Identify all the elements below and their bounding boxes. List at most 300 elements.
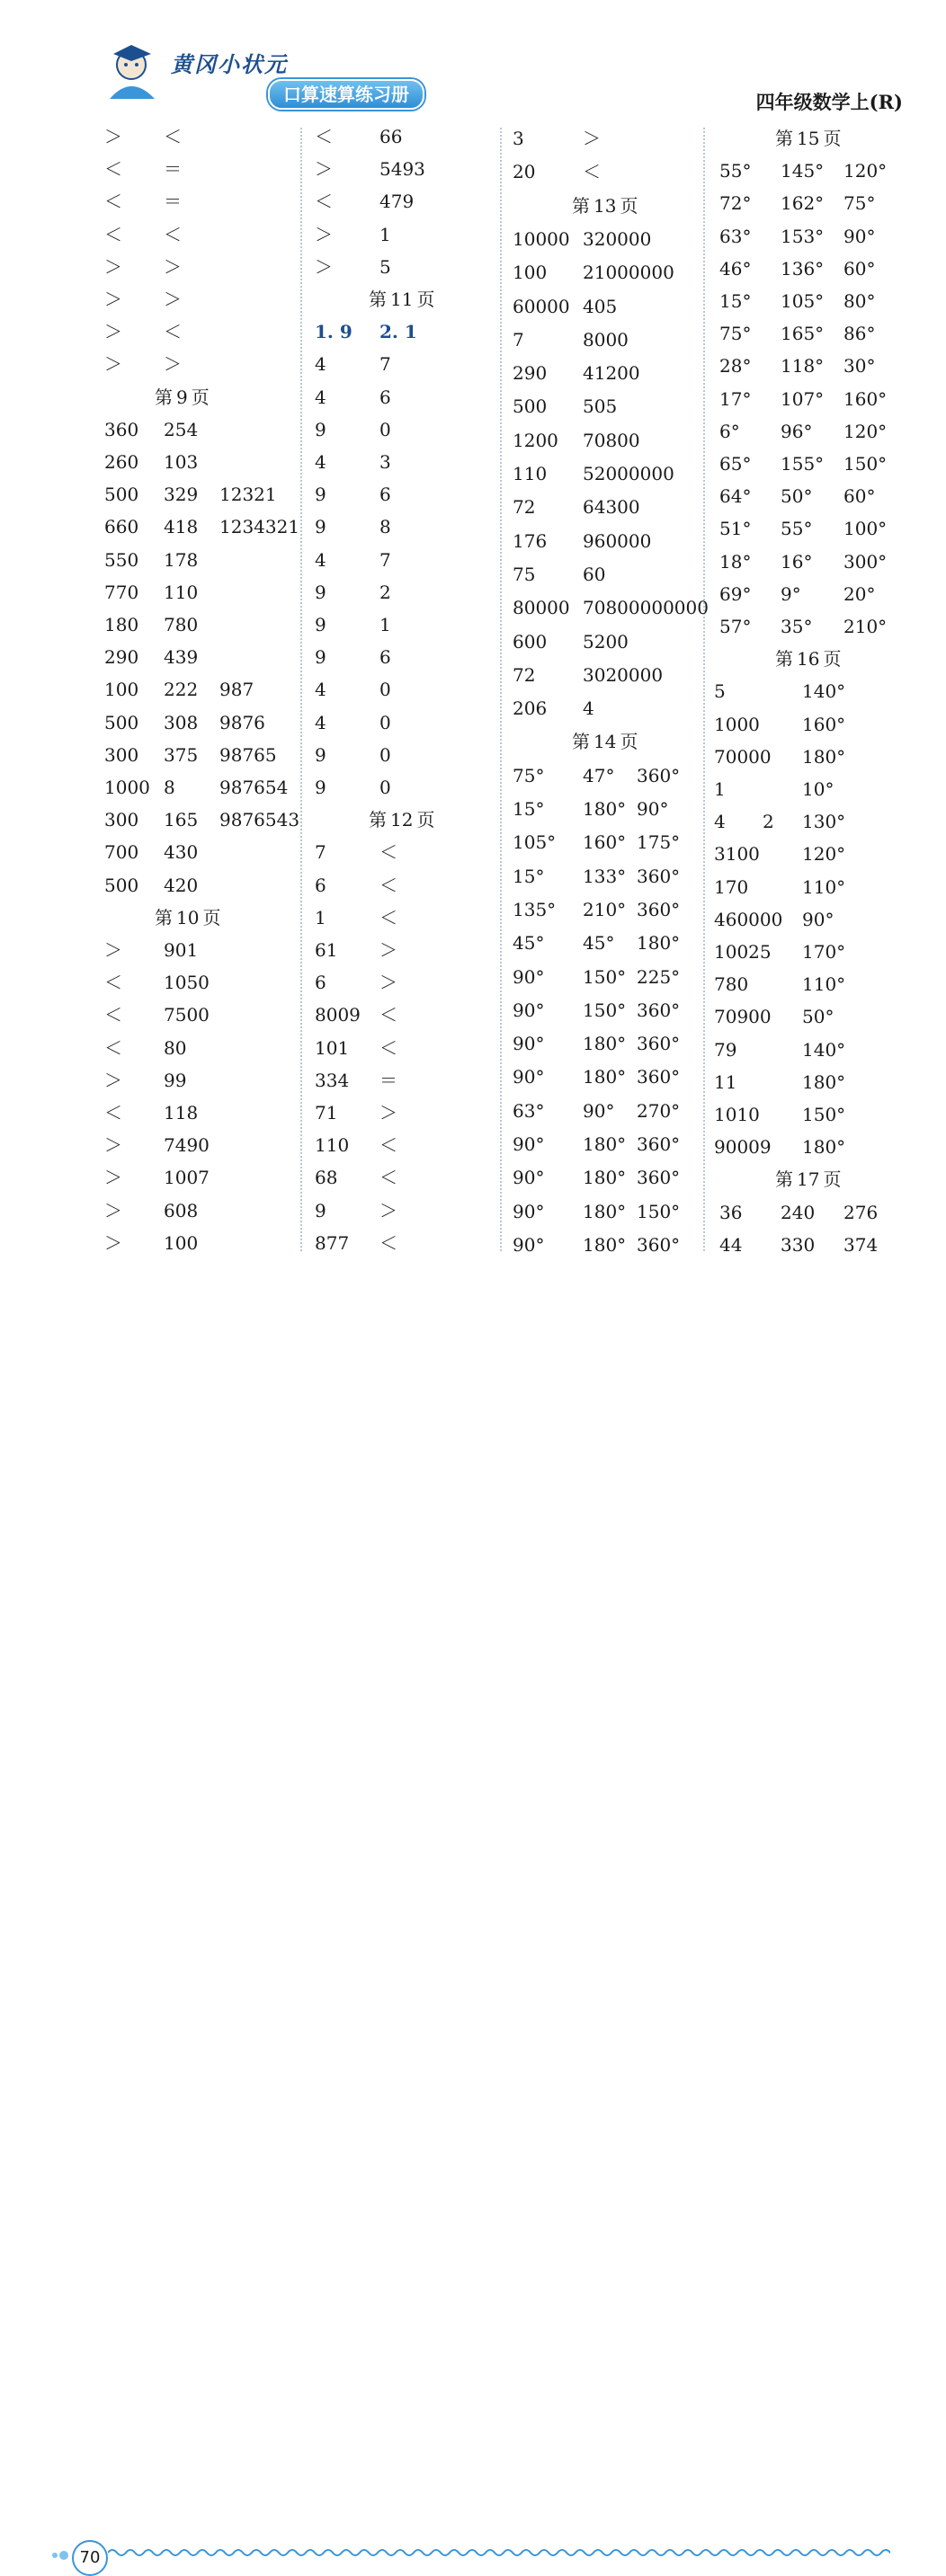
answer-cell: 9 <box>315 777 326 798</box>
grade-label: 四年级数学上(R) <box>755 91 903 113</box>
answer-cell: 9876543 <box>219 809 300 831</box>
answer-cell: 308 <box>164 711 199 733</box>
answer-cell: 1 <box>379 223 391 245</box>
answer-cell: ＝ <box>164 191 182 213</box>
answer-cell: 178 <box>164 548 199 571</box>
answer-cell: 135° <box>513 898 557 920</box>
answer-cell: 153° <box>781 225 825 247</box>
answer-cell: 9 <box>315 1199 326 1221</box>
decor-dot-icon <box>59 2551 68 2560</box>
answer-cell: ＞ <box>104 289 122 310</box>
answer-cell: 60° <box>843 257 876 280</box>
section-title-part: 17 <box>797 1168 820 1191</box>
answer-cell: 439 <box>164 646 199 669</box>
answer-cell: ＜ <box>315 191 333 213</box>
answer-cell: 160° <box>802 713 846 735</box>
answer-cell: ＞ <box>315 158 333 181</box>
answer-cell: 360° <box>637 898 681 920</box>
answer-cell: 47° <box>583 764 615 786</box>
answer-cell: 206 <box>513 697 548 720</box>
answer-cell: ＜ <box>315 126 333 147</box>
answer-cell: 901 <box>164 939 199 961</box>
page-footer <box>0 1266 946 2567</box>
answer-cell: 0 <box>379 679 391 701</box>
answer-cell: 145° <box>781 160 825 182</box>
answer-cell: ＞ <box>379 972 397 994</box>
section-title-part: 第 <box>572 194 590 217</box>
answer-cell: 110 <box>164 581 199 603</box>
answer-cell: 50° <box>802 1006 834 1028</box>
answer-cell: 1. 9 <box>315 321 353 343</box>
answer-cell: 5 <box>379 255 391 278</box>
answer-cell: 150° <box>637 1200 681 1222</box>
answer-cell: 360 <box>104 418 139 440</box>
answer-cell: 45° <box>513 932 545 955</box>
wave-divider-icon <box>108 2545 890 2560</box>
answer-cell: 5 <box>714 680 726 703</box>
answer-cell: 60000 <box>513 295 570 317</box>
answer-cell: ＝ <box>379 1069 397 1091</box>
section-title-part: 16 <box>797 648 820 671</box>
answer-cell: 7500 <box>164 1004 210 1026</box>
answer-cell: 0 <box>379 743 391 766</box>
answer-cell: 133° <box>583 865 627 887</box>
answer-cell: 105° <box>513 831 557 854</box>
answer-cell: 162° <box>781 192 825 215</box>
answer-cell: 780 <box>714 973 749 996</box>
answer-cell: 3 <box>379 451 391 473</box>
answer-cell: 1 <box>315 906 326 928</box>
answer-cell: 100° <box>843 518 888 540</box>
answer-cell: 9 <box>315 418 326 440</box>
answer-cell: 15° <box>719 290 752 312</box>
answer-cell: 105° <box>781 290 825 312</box>
section-title-part: 10 <box>176 906 200 928</box>
section-title-part: 14 <box>593 731 617 753</box>
answer-cell: 18° <box>719 550 752 573</box>
answer-cell: 10° <box>802 778 834 800</box>
answer-cell: 5200 <box>583 630 629 653</box>
answer-cell: ＜ <box>104 972 122 994</box>
answer-cell: 41200 <box>583 362 640 385</box>
answer-cell: ＞ <box>164 255 182 278</box>
answer-cell: 96° <box>781 420 813 442</box>
answer-cell: 300 <box>104 743 139 766</box>
answer-cell: 65° <box>719 453 752 475</box>
section-title-part: 13 <box>593 194 617 217</box>
answer-cell: 100 <box>513 262 548 284</box>
answer-cell: 71 <box>315 1102 338 1124</box>
answer-cell: 68 <box>315 1167 338 1189</box>
answer-cell: 180° <box>802 745 846 768</box>
answer-cell: 98765 <box>219 743 277 766</box>
answer-cell: ＜ <box>104 1102 122 1124</box>
section-title-part: 9 <box>176 386 188 408</box>
section-title-part: 第 <box>369 289 387 310</box>
mascot-logo-icon <box>101 38 164 101</box>
section-title-part: 页 <box>823 1168 842 1191</box>
answer-cell: 360° <box>637 1167 681 1189</box>
section-title-part: 15 <box>797 128 820 149</box>
answer-cell: ＜ <box>104 191 122 213</box>
answer-cell: ＞ <box>104 1231 122 1254</box>
section-title-part: 页 <box>823 128 842 149</box>
answer-cell: 28° <box>719 355 752 378</box>
section-title-part: 第 <box>775 1168 793 1191</box>
answer-cell: 136° <box>781 257 825 280</box>
answer-cell: 360° <box>637 764 681 786</box>
answer-cell: 270° <box>637 1099 681 1122</box>
answer-cell: 4 <box>315 451 326 473</box>
section-title-part: 页 <box>416 809 435 831</box>
section-title-part: 页 <box>416 289 435 310</box>
answer-cell: 500 <box>104 711 139 733</box>
answer-cell: 180° <box>637 932 681 955</box>
answer-cell: 1 <box>714 778 726 800</box>
answer-cell: 9 <box>315 484 326 506</box>
answer-cell: 80000 <box>513 597 570 619</box>
answer-cell: 7490 <box>164 1134 210 1157</box>
answer-cell: 70900 <box>714 1006 772 1028</box>
answer-cell: 9 <box>315 743 326 766</box>
answer-cell: ＞ <box>104 1134 122 1157</box>
section-title-part: 页 <box>620 194 638 217</box>
answer-cell: 180° <box>583 1200 627 1222</box>
answer-cell: 150° <box>583 965 627 988</box>
answer-cell: 90° <box>513 1133 545 1155</box>
answer-cell: 170 <box>714 875 749 898</box>
answer-cell: 9 <box>315 581 326 603</box>
answer-cell: 60° <box>843 485 876 508</box>
answer-cell: 118° <box>781 355 825 378</box>
answer-cell: ＜ <box>104 223 122 245</box>
answer-cell: ＜ <box>104 158 122 181</box>
answer-cell: 66 <box>379 126 403 147</box>
answer-cell: 8 <box>164 777 175 798</box>
answer-cell: ＞ <box>583 128 601 149</box>
column-divider <box>703 128 705 1251</box>
answer-cell: 180° <box>583 1167 627 1189</box>
answer-cell: 99 <box>164 1069 187 1091</box>
answer-cell: 7 <box>315 841 326 864</box>
answer-cell: 210° <box>583 898 627 920</box>
brand-title: 黄冈小状元 <box>171 52 288 77</box>
answer-cell: 500 <box>513 395 548 418</box>
answer-cell: 6 <box>315 874 326 896</box>
answer-cell: 101 <box>315 1036 350 1059</box>
answer-cell: 80° <box>843 290 876 312</box>
answer-cell: 15° <box>513 865 545 887</box>
answer-cell: 80 <box>164 1036 187 1059</box>
answer-cell: ＜ <box>379 1167 397 1189</box>
answer-cell: ＜ <box>164 223 182 245</box>
answer-cell: 180° <box>583 1033 627 1055</box>
answer-cell: 90° <box>583 1099 615 1122</box>
answer-cell: 260 <box>104 451 139 473</box>
answer-cell: 550 <box>104 548 139 571</box>
section-title-part: 页 <box>202 906 221 928</box>
answer-cell: 63° <box>513 1099 545 1122</box>
answer-cell: ＞ <box>164 353 182 376</box>
answer-cell: 180° <box>583 798 627 820</box>
answer-cell: 79 <box>714 1038 737 1061</box>
answer-cell: 57° <box>719 616 752 637</box>
answer-cell: 15° <box>513 798 545 820</box>
answer-cell: 6 <box>379 386 391 408</box>
answer-cell: 170° <box>802 941 846 963</box>
answer-cell: 110° <box>802 875 846 898</box>
answer-cell: 60 <box>583 563 606 585</box>
answer-cell: 4 <box>315 711 326 733</box>
answer-cell: ＝ <box>164 158 182 181</box>
answer-cell: 180° <box>583 1233 627 1256</box>
page-header <box>0 0 946 121</box>
answer-cell: 374 <box>843 1233 879 1256</box>
answer-cell: 180° <box>802 1136 846 1159</box>
answer-cell: 90° <box>513 999 545 1021</box>
answer-cell: 210° <box>843 616 888 637</box>
answer-cell: 360° <box>637 1233 681 1256</box>
answer-cell: 165° <box>781 323 825 345</box>
answer-cell: 64300 <box>583 496 640 519</box>
page-section-title <box>775 646 841 671</box>
answer-cell: 3020000 <box>583 663 664 686</box>
section-title-part: 第 <box>572 731 590 753</box>
answer-cell: 86° <box>843 323 876 345</box>
answer-cell: 1200 <box>513 429 558 451</box>
answer-cell: 4 <box>315 548 326 571</box>
answer-cell: 70800 <box>583 429 640 451</box>
answer-cell: 44 <box>719 1233 743 1256</box>
answer-cell: 70000 <box>714 745 772 768</box>
answer-cell: 21000000 <box>583 262 674 284</box>
column-divider <box>500 128 502 1251</box>
answer-cell: 505 <box>583 395 618 418</box>
answer-cell: 2 <box>763 811 774 833</box>
answer-cell: 55° <box>719 160 752 182</box>
answer-cell: 334 <box>315 1069 350 1091</box>
answer-cell: 180° <box>583 1066 627 1088</box>
answer-cell: 75° <box>843 192 876 215</box>
answer-cell: ＞ <box>104 1069 122 1091</box>
answer-cell: 6 <box>379 646 391 669</box>
answer-cell: 9 <box>315 614 326 635</box>
answer-cell: 90° <box>843 225 876 247</box>
answer-cell: ＞ <box>104 939 122 961</box>
section-title-part: 页 <box>191 386 210 408</box>
answer-cell: ＜ <box>379 906 397 928</box>
answer-cell: 70800000000 <box>583 597 709 619</box>
answer-cell: 960000 <box>583 529 652 552</box>
answer-cell: ＜ <box>379 874 397 896</box>
answer-cell: 90° <box>513 1233 545 1256</box>
section-title-part: 页 <box>823 648 842 671</box>
answer-cell: 7 <box>379 548 391 571</box>
answer-cell: 300° <box>843 550 888 573</box>
answer-cell: 420 <box>164 874 199 896</box>
answer-cell: 100 <box>104 679 139 701</box>
section-title-part: 11 <box>390 289 414 310</box>
answer-cell: 90° <box>802 908 834 930</box>
answer-cell: 110 <box>315 1134 350 1157</box>
answer-cell: 460000 <box>714 908 783 930</box>
answer-cell: ＞ <box>104 1167 122 1189</box>
answer-cell: 100 <box>164 1231 199 1254</box>
answer-cell: ＞ <box>104 353 122 376</box>
answer-cell: 4 <box>714 811 726 833</box>
answer-cell: 608 <box>164 1199 199 1221</box>
section-title-part: 第 <box>775 648 793 671</box>
answer-cell: 90° <box>513 1033 545 1055</box>
answer-cell: 7 <box>513 328 524 351</box>
column-divider <box>300 128 302 1251</box>
answer-cell: 360° <box>637 1066 681 1088</box>
answer-cell: 69° <box>719 582 752 605</box>
answer-cell: 160° <box>583 831 627 854</box>
answer-cell: 175° <box>637 831 681 854</box>
answer-cell: 75° <box>513 764 545 786</box>
answer-cell: 64° <box>719 485 752 508</box>
answer-cell: 4 <box>315 679 326 701</box>
answer-cell: 20° <box>843 582 876 605</box>
answer-cell: ＜ <box>379 1231 397 1254</box>
answer-cell: 405 <box>583 295 618 317</box>
answer-cell: 160° <box>843 387 888 410</box>
answer-cell: 72° <box>719 192 752 215</box>
answer-cell: 300 <box>104 809 139 831</box>
answer-cell: 0 <box>379 711 391 733</box>
answer-cell: 11 <box>714 1070 737 1093</box>
answer-cell: 140° <box>802 680 846 703</box>
answer-cell: 46° <box>719 257 752 280</box>
answer-cell: 9 <box>315 646 326 669</box>
answer-cell: 107° <box>781 387 825 410</box>
answer-cell: 700 <box>104 841 139 864</box>
answer-cell: 240 <box>781 1201 816 1223</box>
answer-cell: 1050 <box>164 972 210 994</box>
answer-cell: 0 <box>379 777 391 798</box>
answer-cell: 17° <box>719 387 752 410</box>
answer-cell: ＞ <box>379 1102 397 1124</box>
answer-cell: 61 <box>315 939 338 961</box>
answer-cell: 1010 <box>714 1104 760 1125</box>
answer-cell: 10025 <box>714 941 772 963</box>
answer-cell: 360° <box>637 999 681 1021</box>
answer-cell: 254 <box>164 418 199 440</box>
answer-cell: ＞ <box>315 255 333 278</box>
answer-cell: 90° <box>513 1167 545 1189</box>
answer-cell: ＜ <box>583 161 601 183</box>
answer-cell: 276 <box>843 1201 879 1223</box>
book-banner: 口算速算练习册 <box>268 79 424 110</box>
section-title-part: 第 <box>369 809 387 831</box>
answer-cell: 500 <box>104 874 139 896</box>
answer-cell: 118 <box>164 1102 199 1124</box>
answer-cell: 320000 <box>583 227 652 250</box>
answer-cell: 120° <box>802 843 846 866</box>
answer-cell: 4 <box>583 697 594 720</box>
answer-cell: ＜ <box>164 321 182 343</box>
answer-cell: 6 <box>315 972 326 994</box>
answer-cell: ＞ <box>104 321 122 343</box>
answer-cell: 90° <box>513 1200 545 1222</box>
page-section-title <box>369 287 434 312</box>
answer-cell: ＞ <box>104 126 122 147</box>
answer-cell: 0 <box>379 418 391 440</box>
answer-cell: 35° <box>781 616 813 637</box>
answer-cell: ＞ <box>315 223 333 245</box>
answer-cell: ＞ <box>104 1199 122 1221</box>
answer-cell: 150° <box>843 453 888 475</box>
answer-cell: 120° <box>843 160 888 182</box>
answer-cell: 877 <box>315 1231 350 1254</box>
answer-cell: 165 <box>164 809 199 831</box>
answer-cell: 103 <box>164 451 199 473</box>
answer-cell: ＞ <box>379 1199 397 1221</box>
answer-cell: 12321 <box>219 484 277 506</box>
answer-cell: 52000000 <box>583 463 674 484</box>
answer-cell: 155° <box>781 453 825 475</box>
answer-cell: 360° <box>637 1133 681 1155</box>
section-title-part: 第 <box>775 128 793 149</box>
answer-cell: 20 <box>513 161 536 183</box>
answer-cell: 50° <box>781 485 813 508</box>
answer-cell: 72 <box>513 663 536 686</box>
page-number: 70 <box>72 2540 108 2576</box>
answer-cell: 290 <box>104 646 139 669</box>
answer-cell: ＞ <box>104 255 122 278</box>
answer-cell: 4 <box>315 386 326 408</box>
answer-cell: 120° <box>843 420 888 442</box>
answer-cell: 4 <box>315 353 326 376</box>
section-title-part: 12 <box>390 809 414 831</box>
section-title-part: 页 <box>620 731 638 753</box>
answer-cell: 75° <box>719 323 752 345</box>
answer-cell: ＜ <box>379 841 397 864</box>
answer-cell: 1007 <box>164 1167 210 1189</box>
answer-cell: ＜ <box>104 1036 122 1059</box>
answer-cell: 2. 1 <box>379 321 417 343</box>
answer-cell: 8000 <box>583 328 629 351</box>
answer-cell: 140° <box>802 1038 846 1061</box>
answer-cell: 360° <box>637 1033 681 1055</box>
page-section-title <box>155 385 210 410</box>
answer-cell: 1000 <box>714 713 760 735</box>
answer-cell: 63° <box>719 225 752 247</box>
page-section-title <box>369 807 434 832</box>
answer-cell: 479 <box>379 191 415 213</box>
answer-cell: 225° <box>637 965 681 988</box>
answer-cell: 9876 <box>219 711 265 733</box>
answer-cell: 5493 <box>379 158 425 181</box>
answer-cell: 290 <box>513 362 548 385</box>
answer-cell: 9° <box>781 582 801 605</box>
answer-cell: 329 <box>164 484 199 506</box>
answer-cell: 8009 <box>315 1004 361 1026</box>
answer-cell: 8 <box>379 516 391 538</box>
answer-cell: 90° <box>637 798 669 820</box>
answer-cell: 55° <box>781 518 813 540</box>
answer-cell: 430 <box>164 841 199 864</box>
page-section-title <box>572 193 638 218</box>
answer-cell: 10000 <box>513 227 570 250</box>
answer-cell: 45° <box>583 932 615 955</box>
answer-cell: 150° <box>583 999 627 1021</box>
answer-cell: 6° <box>719 420 740 442</box>
answer-cell: 600 <box>513 630 548 653</box>
answer-cell: 72 <box>513 496 536 519</box>
answer-cell: 9 <box>315 516 326 538</box>
